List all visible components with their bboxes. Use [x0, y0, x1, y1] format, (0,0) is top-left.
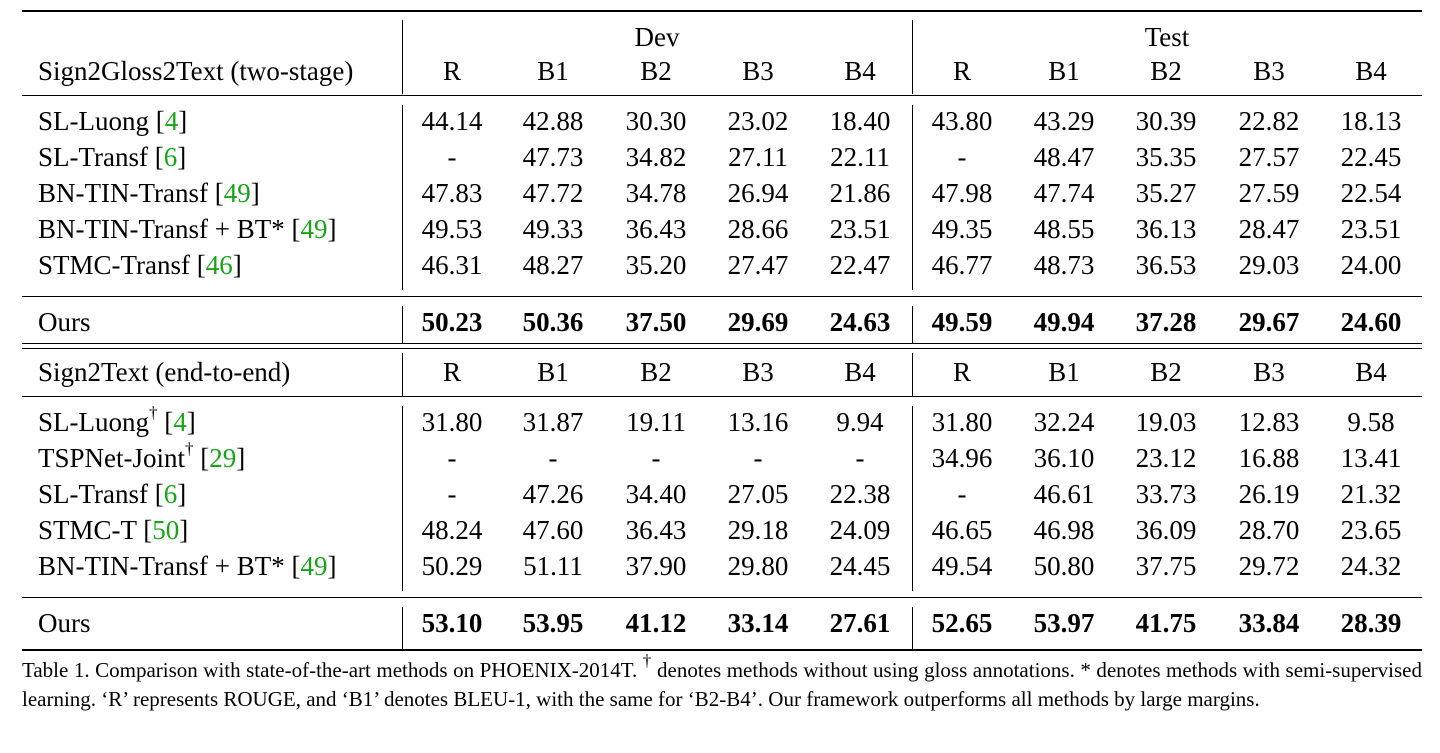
table-cell: 24.09 [829, 515, 891, 545]
table-cell: 24.32 [1340, 551, 1402, 581]
table-cell: 27.57 [1238, 142, 1300, 172]
table-cell: 48.24 [421, 515, 483, 545]
citation-link[interactable]: 4 [164, 106, 179, 136]
column-header: B3 [1253, 56, 1285, 86]
table-cell: 44.14 [421, 106, 483, 136]
table-cell: 34.82 [625, 142, 687, 172]
ours-rule-1 [22, 296, 1422, 297]
table-cell: 27.05 [727, 479, 789, 509]
column-header: B4 [1355, 357, 1387, 387]
section-title: Sign2Gloss2Text (two-stage) [38, 56, 354, 86]
method-label: BN-TIN-Transf + BT* [38, 551, 285, 581]
table-cell: 19.03 [1135, 407, 1197, 437]
column-header: B2 [1150, 357, 1182, 387]
table-cell: 47.60 [522, 515, 584, 545]
citation-link[interactable]: 50 [152, 515, 180, 545]
table-cell: 29.18 [727, 515, 789, 545]
table-cell: 23.51 [1340, 214, 1402, 244]
method-label: STMC-Transf [38, 250, 191, 280]
table-cell: 46.77 [931, 250, 993, 280]
table-cell: 49.35 [931, 214, 993, 244]
table-caption [22, 651, 1422, 714]
table-cell: - [753, 443, 763, 473]
table-cell: 21.32 [1340, 479, 1402, 509]
method-name: SL-Transf [6] [38, 479, 187, 509]
table-cell: 47.72 [522, 178, 584, 208]
table-cell-best: 53.97 [1033, 608, 1095, 638]
table-cell: 32.24 [1033, 407, 1095, 437]
table-cell: 34.96 [931, 443, 993, 473]
column-header: B4 [844, 56, 876, 86]
table-cell: 22.47 [829, 250, 891, 280]
table-cell: 48.47 [1033, 142, 1095, 172]
table-cell: 12.83 [1238, 407, 1300, 437]
method-name: BN-TIN-Transf [49] [38, 178, 260, 208]
table-cell: 43.29 [1033, 106, 1095, 136]
table-cell: - [548, 443, 558, 473]
method-label: STMC-T [38, 515, 137, 545]
table-cell: 47.74 [1033, 178, 1095, 208]
column-header: R [442, 357, 461, 387]
dagger-mark: † [185, 439, 194, 458]
table-cell: 18.13 [1340, 106, 1402, 136]
ours-label: Ours [38, 608, 91, 638]
method-label: SL-Luong [38, 106, 149, 136]
table-cell: 29.72 [1238, 551, 1300, 581]
method-name: SL-Luong [4] [38, 106, 188, 136]
table-cell: 30.39 [1135, 106, 1197, 136]
method-label: BN-TIN-Transf + BT* [38, 214, 285, 244]
table-cell: 24.00 [1340, 250, 1402, 280]
dagger-mark: † [642, 651, 652, 670]
table-cell: 23.51 [829, 214, 891, 244]
table-cell: 22.54 [1340, 178, 1402, 208]
column-header: B1 [1048, 56, 1080, 86]
table-cell: 49.33 [522, 214, 584, 244]
table-cell: 24.45 [829, 551, 891, 581]
column-header: B3 [742, 357, 774, 387]
table-cell-best: 50.23 [421, 307, 483, 337]
table-cell: 50.29 [421, 551, 483, 581]
citation-link[interactable]: 4 [173, 407, 187, 437]
table-cell-best: 53.95 [522, 608, 584, 638]
table-cell: 29.80 [727, 551, 789, 581]
table-cell: 28.47 [1238, 214, 1300, 244]
table-cell-best: 33.84 [1238, 608, 1300, 638]
column-header: B3 [1253, 357, 1285, 387]
table-cell: 21.86 [829, 178, 891, 208]
table-cell: 9.94 [836, 407, 884, 437]
column-header: B2 [640, 357, 672, 387]
table-cell-best: 28.39 [1340, 608, 1402, 638]
column-header: B1 [537, 357, 569, 387]
method-name: STMC-T [50] [38, 515, 189, 545]
column-header: B1 [537, 56, 569, 86]
table-cell-best: 41.12 [625, 608, 687, 638]
table-cell: 19.11 [626, 407, 686, 437]
table-cell: - [855, 443, 865, 473]
table-cell: 35.20 [625, 250, 687, 280]
test-header: Test [1144, 22, 1190, 52]
table-cell: 35.27 [1135, 178, 1197, 208]
table-cell-best: 37.50 [625, 307, 687, 337]
table-cell-best: 24.63 [829, 307, 891, 337]
table-cell: 34.40 [625, 479, 687, 509]
table-cell: 46.98 [1033, 515, 1095, 545]
table-cell: 36.09 [1135, 515, 1197, 545]
table-cell: 36.10 [1033, 443, 1095, 473]
method-name: BN-TIN-Transf + BT* [49] [38, 551, 337, 581]
table-cell: 22.45 [1340, 142, 1402, 172]
ours-rule-2 [22, 597, 1422, 598]
table-cell: 47.73 [522, 142, 584, 172]
ours-label: Ours [38, 307, 91, 337]
table-cell: 26.19 [1238, 479, 1300, 509]
table-cell: - [447, 479, 457, 509]
method-label: TSPNet-Joint [38, 443, 186, 473]
method-label: SL-Transf [38, 479, 149, 509]
table-cell-best: 53.10 [421, 608, 483, 638]
table-cell: 27.59 [1238, 178, 1300, 208]
table-cell-best: 29.69 [727, 307, 789, 337]
table-cell: - [651, 443, 661, 473]
method-name: BN-TIN-Transf + BT* [49] [38, 214, 337, 244]
table-cell: 34.78 [625, 178, 687, 208]
table-cell: 49.53 [421, 214, 483, 244]
table-cell: - [957, 479, 967, 509]
table-cell: 28.66 [727, 214, 789, 244]
bottom-rule [22, 649, 1422, 651]
table-cell: 23.12 [1135, 443, 1197, 473]
method-name: TSPNet-Joint† [29] [38, 439, 246, 473]
method-label: SL-Luong [38, 407, 149, 437]
table-cell-best: 27.61 [829, 608, 891, 638]
method-label: BN-TIN-Transf [38, 178, 208, 208]
table-cell: 22.11 [830, 142, 890, 172]
section-double-rule-b [22, 348, 1422, 349]
table-cell: 50.80 [1033, 551, 1095, 581]
column-header: B2 [640, 56, 672, 86]
table-cell: 23.02 [727, 106, 789, 136]
table-cell-best: 50.36 [522, 307, 584, 337]
table-cell-best: 52.65 [931, 608, 993, 638]
table-cell: 35.35 [1135, 142, 1197, 172]
table-cell: 27.11 [728, 142, 788, 172]
caption-text: denotes methods without using gloss annotations. * denotes methods with semi-supervised learning. ‘R’ represents ROUGE, and ‘B1’ denotes BLEU-1, with the same for ‘B2-B4’. Our framework outperforms all methods by large margins. [22, 658, 1422, 711]
table-cell: 46.65 [931, 515, 993, 545]
table-cell: 13.41 [1340, 443, 1402, 473]
header-rule-2 [22, 396, 1422, 397]
table-cell: 48.27 [522, 250, 584, 280]
column-header: R [952, 56, 971, 86]
table-cell: 47.83 [421, 178, 483, 208]
table-cell: 33.73 [1135, 479, 1197, 509]
table-cell: 43.80 [931, 106, 993, 136]
table-cell-best: 29.67 [1238, 307, 1300, 337]
table-cell: 36.53 [1135, 250, 1197, 280]
table-cell-best: 49.59 [931, 307, 993, 337]
column-header: B3 [742, 56, 774, 86]
table-cell: 18.40 [829, 106, 891, 136]
table-cell: 9.58 [1347, 407, 1395, 437]
citation-link[interactable]: 49 [300, 551, 328, 581]
table-cell: 36.13 [1135, 214, 1197, 244]
column-header: B4 [1355, 56, 1387, 86]
citation-link[interactable]: 6 [163, 479, 178, 509]
table-cell: 29.03 [1238, 250, 1300, 280]
table-cell-best: 24.60 [1340, 307, 1402, 337]
dagger-mark: † [149, 403, 158, 422]
table-cell: 46.61 [1033, 479, 1095, 509]
table-cell-best: 49.94 [1033, 307, 1095, 337]
table-cell: 49.54 [931, 551, 993, 581]
citation-link[interactable]: 29 [209, 443, 237, 473]
column-header: R [442, 56, 461, 86]
table-cell: 47.26 [522, 479, 584, 509]
table-cell: 16.88 [1238, 443, 1300, 473]
method-name: STMC-Transf [46] [38, 250, 242, 280]
table-cell: - [447, 443, 457, 473]
column-header: R [952, 357, 971, 387]
table-cell: 28.70 [1238, 515, 1300, 545]
table-cell: 26.94 [727, 178, 789, 208]
section-title: Sign2Text (end-to-end) [38, 357, 291, 387]
table-cell: 31.87 [522, 407, 584, 437]
table-cell: 37.90 [625, 551, 687, 581]
table-cell: 36.43 [625, 214, 687, 244]
table-cell: - [447, 142, 457, 172]
table-cell: 46.31 [421, 250, 483, 280]
dev-header: Dev [634, 22, 680, 52]
citation-link[interactable]: 6 [163, 142, 178, 172]
table-cell: 23.65 [1340, 515, 1402, 545]
caption-prefix: Table 1. Comparison with state-of-the-art methods on PHOENIX-2014T. [22, 658, 643, 682]
table-cell: 51.11 [523, 551, 583, 581]
citation-link[interactable]: 49 [300, 214, 328, 244]
method-name: SL-Transf [6] [38, 142, 187, 172]
citation-link[interactable]: 46 [205, 250, 233, 280]
table-cell: 48.55 [1033, 214, 1095, 244]
table-cell: 31.80 [931, 407, 993, 437]
table-cell-best: 37.28 [1135, 307, 1197, 337]
citation-link[interactable]: 49 [223, 178, 251, 208]
method-label: SL-Transf [38, 142, 149, 172]
table-cell: 30.30 [625, 106, 687, 136]
header-rule-1 [22, 95, 1422, 96]
column-header: B4 [844, 357, 876, 387]
table-cell: 22.38 [829, 479, 891, 509]
table-cell: 36.43 [625, 515, 687, 545]
table-cell: 47.98 [931, 178, 993, 208]
table-cell: 22.82 [1238, 106, 1300, 136]
column-header: B1 [1048, 357, 1080, 387]
table-cell: 37.75 [1135, 551, 1197, 581]
table-cell: 42.88 [522, 106, 584, 136]
table-cell-best: 33.14 [727, 608, 789, 638]
table-cell: 31.80 [421, 407, 483, 437]
method-name: SL-Luong† [4] [38, 403, 196, 437]
table-cell: 27.47 [727, 250, 789, 280]
column-header: B2 [1150, 56, 1182, 86]
table-cell: 48.73 [1033, 250, 1095, 280]
table-cell-best: 41.75 [1135, 608, 1197, 638]
top-rule [22, 10, 1422, 12]
section-double-rule-a [22, 343, 1422, 344]
table-cell: - [957, 142, 967, 172]
table-cell: 13.16 [727, 407, 789, 437]
